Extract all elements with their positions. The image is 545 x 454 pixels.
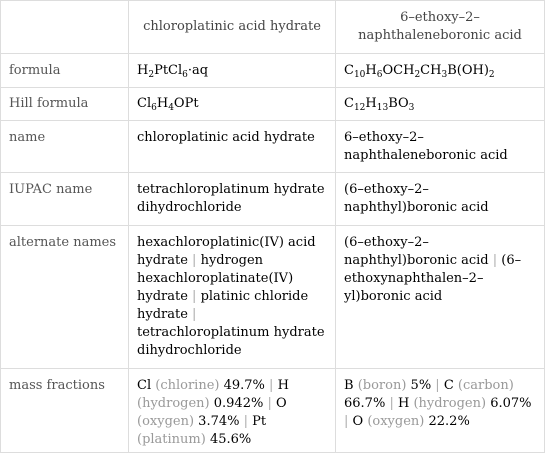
subscript: 2 xyxy=(148,69,155,80)
separator: | xyxy=(488,253,502,268)
separator: | xyxy=(187,253,201,268)
subscript: 3 xyxy=(408,103,415,113)
row-label: name xyxy=(1,121,129,173)
text: (6–ethoxy–2–naphthyl)boronic acid xyxy=(344,235,489,268)
row-label: Hill formula xyxy=(1,88,129,121)
subscript: 3 xyxy=(441,69,448,80)
text: ·aq xyxy=(187,62,209,78)
text: hydrogen hexachloroplatinate(IV) hydrate xyxy=(137,253,294,304)
cell-c2 xyxy=(336,173,545,226)
text: tetrachloroplatinum hydrate dihydrochloride xyxy=(137,325,325,358)
element-name: (boron) xyxy=(353,378,411,393)
cell-c1 xyxy=(129,226,336,369)
cell-c2 xyxy=(336,226,545,369)
text: B xyxy=(344,378,354,393)
cell-c2 xyxy=(336,88,545,121)
text: H xyxy=(137,62,149,78)
element-name: (hydrogen) xyxy=(137,396,214,411)
text: C xyxy=(344,96,354,111)
text: B(OH) xyxy=(447,62,489,78)
text: platinic chloride hydrate xyxy=(137,289,309,322)
subscript: 6 xyxy=(182,69,188,80)
text: PtCl xyxy=(154,62,183,78)
text: 22.2% xyxy=(428,414,470,429)
cell-c1 xyxy=(129,121,336,173)
row-label: formula xyxy=(1,54,129,88)
text: hexachloroplatinic(IV) acid hydrate xyxy=(137,235,316,268)
table-row xyxy=(1,88,545,121)
text: 6.07% xyxy=(490,396,532,411)
element-name: (hydrogen) xyxy=(409,396,491,411)
text: H xyxy=(277,378,289,393)
element-name: (oxygen) xyxy=(137,414,199,429)
text: (6–ethoxy–2–naphthyl)boronic acid xyxy=(344,182,489,215)
separator: | xyxy=(385,396,398,411)
text: O xyxy=(275,396,287,411)
text: 45.6% xyxy=(209,432,252,447)
text: H xyxy=(365,62,377,78)
separator: | xyxy=(344,414,353,429)
subscript: 13 xyxy=(376,103,389,113)
text: H xyxy=(365,96,377,111)
separator: | xyxy=(263,396,276,411)
subscript: 6 xyxy=(376,69,383,80)
cell-c2 xyxy=(336,121,545,173)
element-name: (chlorine) xyxy=(151,378,224,393)
cell-c1 xyxy=(129,369,336,453)
text: Pt xyxy=(252,414,267,429)
text: C xyxy=(344,62,354,78)
separator: | xyxy=(187,307,197,322)
cell-c1 xyxy=(129,173,336,226)
text: 49.7% xyxy=(223,378,265,393)
cell-c1 xyxy=(129,54,336,88)
text: 3.74% xyxy=(198,414,240,429)
row-label: mass fractions xyxy=(1,369,129,453)
row-label: IUPAC name xyxy=(1,173,129,226)
header-compound-2: 6–ethoxy–2–naphthaleneboronic acid xyxy=(336,1,545,54)
separator: | xyxy=(264,378,278,393)
cell-c1 xyxy=(129,88,336,121)
text: OCH xyxy=(382,62,415,78)
element-name: (carbon) xyxy=(453,378,514,393)
row-label: alternate names xyxy=(1,226,129,369)
text: (6–ethoxynaphthalen–2–yl)boronic acid xyxy=(344,253,522,304)
text: 66.7% xyxy=(344,396,386,411)
table-row xyxy=(1,369,545,453)
table-row xyxy=(1,173,545,226)
element-name: (oxygen) xyxy=(363,414,429,429)
element-name: (platinum) xyxy=(137,432,210,447)
text: H xyxy=(156,96,169,111)
text: O xyxy=(352,414,364,429)
separator: | xyxy=(239,414,253,429)
subscript: 6 xyxy=(151,103,157,113)
text: OPt xyxy=(173,96,199,111)
text: H xyxy=(397,396,410,411)
text: C xyxy=(443,378,454,393)
separator: | xyxy=(431,378,444,393)
text: BO xyxy=(388,96,409,111)
separator: | xyxy=(187,289,201,304)
text: Cl xyxy=(137,96,152,111)
subscript: 4 xyxy=(168,103,174,113)
subscript: 12 xyxy=(353,103,366,113)
cell-c2 xyxy=(336,369,545,453)
header-compound-1: chloroplatinic acid hydrate xyxy=(129,1,336,54)
text: 6–ethoxy–2–naphthaleneboronic acid xyxy=(344,130,508,163)
subscript: 2 xyxy=(488,69,495,80)
table-row xyxy=(1,226,545,369)
text: 0.942% xyxy=(213,396,264,411)
header-row xyxy=(1,1,545,54)
subscript: 10 xyxy=(353,69,366,80)
subscript: 2 xyxy=(414,69,421,80)
text: tetrachloroplatinum hydrate dihydrochloride xyxy=(137,182,325,215)
cell-c2 xyxy=(336,54,545,88)
text: chloroplatinic acid hydrate xyxy=(137,130,315,145)
header-empty xyxy=(1,1,129,54)
table-row xyxy=(1,54,545,88)
text: CH xyxy=(420,62,442,78)
text: Cl xyxy=(137,378,152,393)
text: 5% xyxy=(410,378,432,393)
table-row xyxy=(1,121,545,173)
